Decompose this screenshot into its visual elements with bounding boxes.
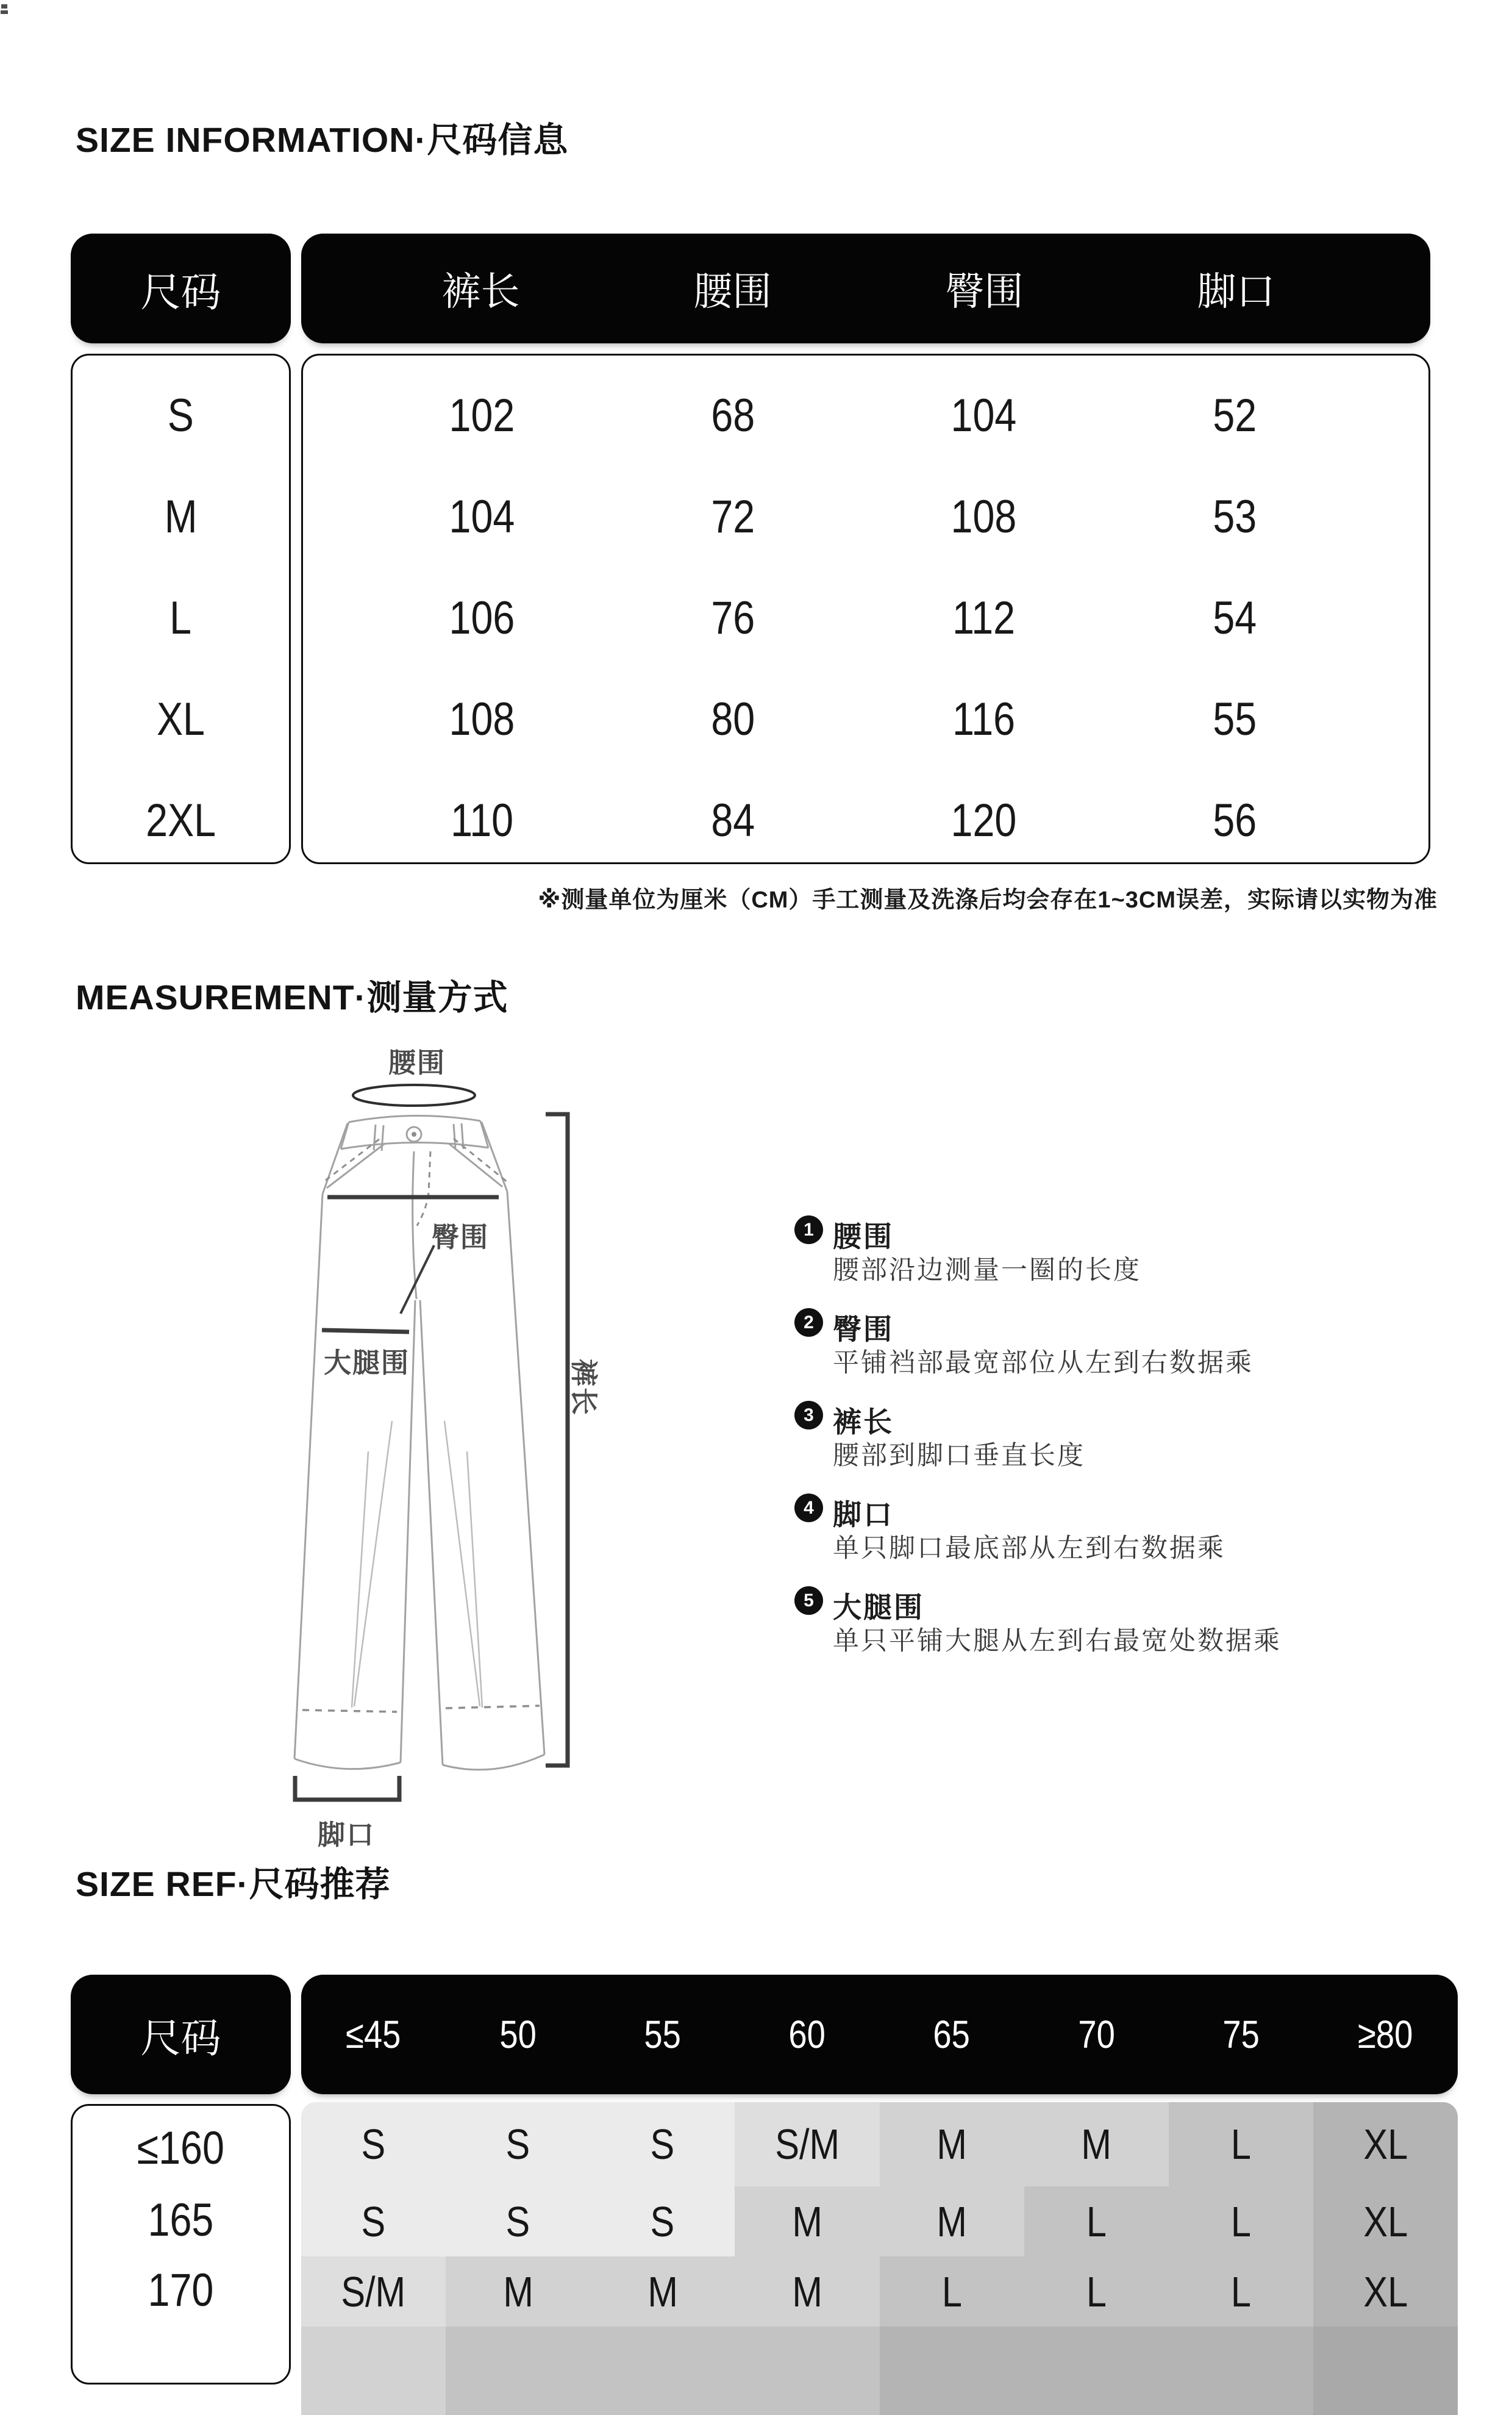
size-ref-cell: XL [1313, 2186, 1458, 2256]
column-header: 裤长 [441, 270, 520, 313]
size-ref-cell: M [735, 2186, 879, 2256]
size-table-corner-header [71, 234, 291, 343]
weight-column-header: 50 [499, 2012, 537, 2056]
column-header: 腰围 [693, 270, 772, 313]
size-ref-cell: S/M [735, 2102, 879, 2186]
step-number-badge: 5 [794, 1586, 823, 1615]
table-row-label: M [164, 490, 198, 543]
size-ref-cell: S [590, 2186, 735, 2256]
measure-tolerance-note: ※测量单位为厘米（CM）手工测量及洗涤后均会存在1~3CM误差，实际请以实物为准 [538, 887, 1438, 913]
weight-column-header: ≤45 [346, 2012, 401, 2056]
step-number-badge: 3 [794, 1401, 823, 1429]
table-row-label: S [167, 389, 194, 442]
corner-header-label: 尺码 [140, 2015, 221, 2061]
size-ref-cell: XL [1313, 2102, 1458, 2186]
size-ref-cell: L [1169, 2102, 1313, 2186]
diagram-label-length: 裤长 [568, 1359, 599, 1417]
top-edge-fragment [1, 4, 7, 9]
size-ref-header-row [301, 1975, 1458, 2094]
table-row: 108 80 116 55 [449, 693, 1257, 745]
size-ref-cell: L [1024, 2186, 1169, 2256]
step-term: 臀围 [833, 1313, 894, 1345]
size-ref-cell: L [880, 2256, 1024, 2327]
column-header: 脚口 [1197, 270, 1275, 313]
step-description: 腰部沿边测量一圈的长度 [833, 1256, 1141, 1285]
size-ref-grid [301, 2102, 1458, 2415]
size-ref-cell: XL [1313, 2256, 1458, 2327]
size-ref-title: SIZE REF·尺码推荐 [76, 1865, 391, 1904]
table-row: 104 72 108 53 [449, 490, 1257, 543]
size-ref-cell [880, 2327, 1024, 2415]
size-ref-cell: M [446, 2256, 590, 2327]
pants-line-drawing [268, 1031, 622, 1860]
step-description: 单只脚口最底部从左到右数据乘 [833, 1534, 1225, 1563]
size-ref-cell: S [446, 2102, 590, 2186]
column-header: 臀围 [945, 270, 1024, 313]
size-ref-cell: S/M [301, 2256, 446, 2327]
top-edge-fragment [1, 10, 8, 14]
measurement-title: MEASUREMENT·测量方式 [76, 978, 508, 1017]
step-term: 脚口 [833, 1498, 894, 1531]
table-row: 106 76 112 54 [449, 592, 1257, 644]
size-ref-cell [1169, 2327, 1313, 2415]
step-number-badge: 4 [794, 1494, 823, 1522]
table-row-label: XL [156, 693, 205, 745]
step-term: 裤长 [833, 1406, 894, 1438]
height-row-label: 170 [148, 2264, 214, 2316]
size-ref-cell [1313, 2327, 1458, 2415]
size-ref-cell: L [1169, 2186, 1313, 2256]
size-table-label-column [71, 354, 291, 864]
table-row-label: 2XL [146, 794, 216, 846]
size-ref-cell: S [301, 2102, 446, 2186]
weight-column-header: 75 [1222, 2012, 1260, 2056]
step-description: 腰部到脚口垂直长度 [833, 1441, 1085, 1470]
size-ref-cell: S [590, 2102, 735, 2186]
step-description: 单只平铺大腿从左到右最宽处数据乘 [833, 1626, 1282, 1656]
corner-header-label: 尺码 [140, 269, 221, 315]
size-table-values [301, 354, 1430, 864]
size-ref-cell [735, 2327, 879, 2415]
weight-column-header: 55 [644, 2012, 682, 2056]
size-ref-cell: M [1024, 2102, 1169, 2186]
diagram-label-hem: 脚口 [317, 1819, 375, 1850]
weight-column-header: 65 [933, 2012, 971, 2056]
size-ref-cell: M [880, 2102, 1024, 2186]
size-ref-cell: L [1169, 2256, 1313, 2327]
size-ref-cell: M [590, 2256, 735, 2327]
size-ref-cell: M [735, 2256, 879, 2327]
table-row: 102 68 104 52 [449, 389, 1257, 442]
size-ref-cell [1024, 2327, 1169, 2415]
step-number-badge: 2 [794, 1308, 823, 1337]
size-ref-cell [590, 2327, 735, 2415]
size-ref-cell [446, 2327, 590, 2415]
weight-column-header: 60 [788, 2012, 826, 2056]
size-ref-cell [301, 2327, 446, 2415]
weight-column-header: 70 [1077, 2012, 1115, 2056]
height-row-label: ≤160 [137, 2122, 225, 2174]
weight-column-header: ≥80 [1358, 2012, 1413, 2056]
diagram-label-hip: 臀围 [432, 1222, 490, 1253]
size-ref-cell: S [446, 2186, 590, 2256]
height-row-label: 165 [148, 2194, 214, 2246]
diagram-label-waist: 腰围 [388, 1047, 446, 1078]
step-term: 大腿围 [833, 1591, 924, 1623]
size-ref-cell: M [880, 2186, 1024, 2256]
size-ref-label-column [71, 2104, 291, 2385]
step-term: 腰围 [833, 1220, 894, 1253]
step-description: 平铺裆部最宽部位从左到右数据乘 [833, 1348, 1253, 1378]
size-ref-cell: L [1024, 2256, 1169, 2327]
size-ref-corner-header [71, 1975, 291, 2094]
size-table-header-row [301, 234, 1430, 343]
size-ref-cell: S [301, 2186, 446, 2256]
diagram-label-thigh: 大腿围 [324, 1347, 410, 1378]
size-info-title: SIZE INFORMATION·尺码信息 [76, 121, 569, 160]
table-row-label: L [169, 592, 192, 644]
step-number-badge: 1 [794, 1215, 823, 1244]
table-row: 110 84 120 56 [451, 794, 1257, 846]
